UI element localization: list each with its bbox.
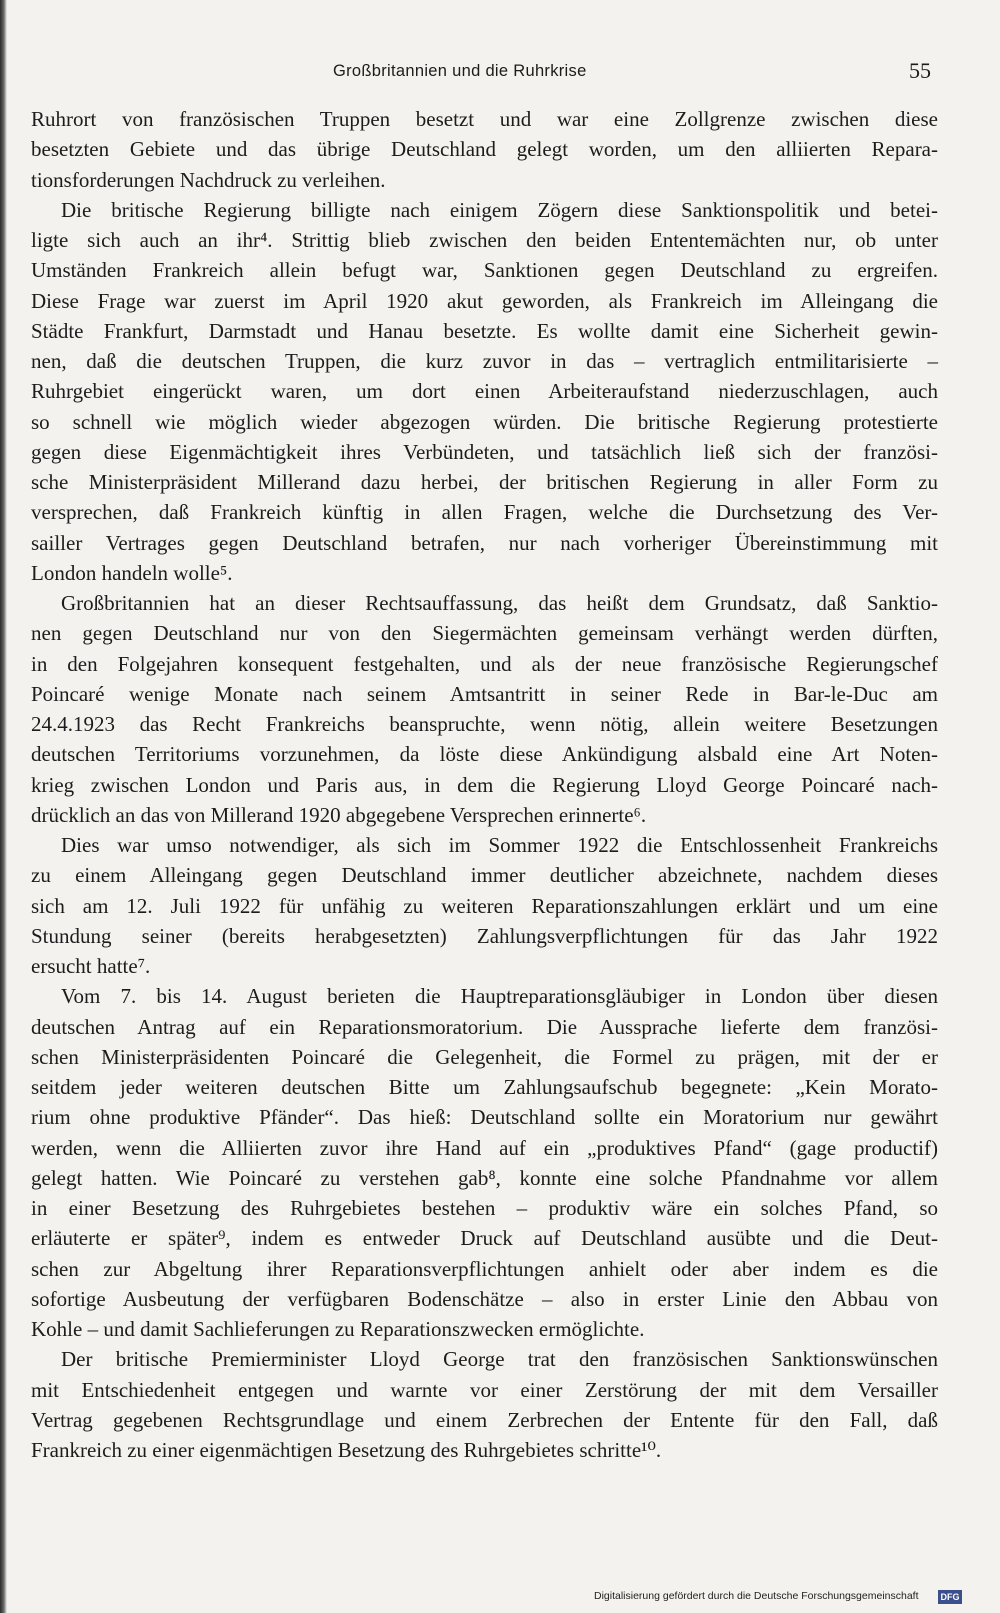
text-line: Kohle – und damit Sachlieferungen zu Reparationszwecken ermöglichte. <box>31 1317 645 1341</box>
text-line: Poincaré wenige Monate nach seinem Amtsantritt in seiner Rede in Bar-le-Duc am <box>31 681 938 706</box>
text-line: nen gegen Deutschland nur von den Siegermächten gemeinsam verhängt werden dürften, <box>31 621 938 646</box>
text-line: Der britische Premierminister Lloyd George trat den französischen Sanktionswünschen <box>61 1347 938 1372</box>
text-line: deutschen Territoriums vorzunehmen, da löste diese Ankündigung alsbald eine Art Noten- <box>31 742 938 767</box>
body-text <box>31 104 938 1465</box>
text-line: Frankreich zu einer eigenmächtigen Besetzung des Ruhrgebietes schritte¹⁰. <box>31 1438 662 1462</box>
text-line: Städte Frankfurt, Darmstadt und Hanau besetzte. Es wollte damit eine Sicherheit gewin- <box>31 318 938 343</box>
text-line: versprechen, daß Frankreich künftig in allen Fragen, welche die Durchsetzung des Ver- <box>31 500 938 525</box>
dfg-logo: DFG <box>938 1590 962 1604</box>
text-line: London handeln wolle⁵. <box>31 560 233 585</box>
text-line: tionsforderungen Nachdruck zu verleihen. <box>31 167 386 192</box>
text-line: Diese Frage war zuerst im April 1920 akut geworden, als Frankreich im Alleingang die <box>31 288 938 313</box>
text-line: sche Ministerpräsident Millerand dazu herbei, der britischen Regierung in aller Form zu <box>31 470 938 494</box>
page-number: 55 <box>909 58 931 83</box>
text-line: werden, wenn die Alliierten zuvor ihre Hand auf ein „produktives Pfand“ (gage productif) <box>31 1135 938 1160</box>
digitization-note: Digitalisierung gefördert durch die Deutsche Forschungsgemeinschaft <box>594 1590 919 1602</box>
running-head <box>0 58 1000 88</box>
text-line: sailler Vertrages gegen Deutschland betrafen, nur nach vorheriger Übereinstimmung mit <box>31 530 938 555</box>
text-line: Vom 7. bis 14. August berieten die Hauptreparationsgläubiger in London über diesen <box>61 984 938 1009</box>
text-line: Umständen Frankreich allein befugt war, Sanktionen gegen Deutschland zu ergreifen. <box>31 258 938 283</box>
text-line: ligte sich auch an ihr⁴. Strittig blieb zwischen den beiden Ententemächten nur, ob unter <box>31 228 938 252</box>
text-line: Stundung seiner (bereits herabgesetzten) Zahlungsverpflichtungen für das Jahr 1922 <box>31 923 938 948</box>
text-line: schen zur Abgeltung ihrer Reparationsverpflichtungen anhielt oder aber indem es die <box>31 1256 938 1281</box>
text-line: ersucht hatte⁷. <box>31 954 151 978</box>
text-line: schen Ministerpräsidenten Poincaré die Gelegenheit, die Formel zu prägen, mit der er <box>31 1044 938 1069</box>
text-line: in einer Besetzung des Ruhrgebietes bestehen – produktiv wäre ein solches Pfand, so <box>31 1196 938 1220</box>
text-line: Großbritannien hat an dieser Rechtsauffassung, das heißt dem Grundsatz, daß Sanktio- <box>61 591 938 615</box>
text-line: Die britische Regierung billigte nach einigem Zögern diese Sanktionspolitik und betei- <box>61 197 938 222</box>
text-line: in den Folgejahren konsequent festgehalten, und als der neue französische Regierungschef <box>31 651 938 676</box>
text-line: deutschen Antrag auf ein Reparationsmoratorium. Die Aussprache lieferte dem französi- <box>31 1014 938 1039</box>
text-line: mit Entschiedenheit entgegen und warnte vor einer Zerstörung der mit dem Versailler <box>31 1377 938 1402</box>
text-line: zu einem Alleingang gegen Deutschland immer deutlicher abzeichnete, nachdem dieses <box>31 863 938 888</box>
text-line: seitdem jeder weiteren deutschen Bitte um Zahlungsaufschub begegnete: „Kein Morato- <box>31 1075 938 1099</box>
running-title: Großbritannien und die Ruhrkrise <box>333 62 587 80</box>
text-line: 24.4.1923 das Recht Frankreichs beanspruchte, wenn nötig, allein weitere Besetzungen <box>31 712 938 736</box>
text-line: sofortige Ausbeutung der verfügbaren Bodenschätze – also in erster Linie den Abbau von <box>31 1286 938 1311</box>
text-line: nen, daß die deutschen Truppen, die kurz zuvor in das – vertraglich entmilitarisierte – <box>31 349 938 373</box>
text-line: besetzten Gebiete und das übrige Deutschland gelegt worden, um den alliierten Repara- <box>31 137 938 162</box>
text-line: so schnell wie möglich wieder abgezogen würden. Die britische Regierung protestierte <box>31 409 938 434</box>
text-line: krieg zwischen London und Paris aus, in dem die Regierung Lloyd George Poincaré nach- <box>31 772 938 797</box>
text-line: gelegt hatten. Wie Poincaré zu verstehen gab⁸, konnte eine solche Pfandnahme vor allem <box>31 1165 938 1190</box>
scan-edge-shadow <box>0 0 7 1613</box>
text-line: erläuterte er später⁹, indem es entweder Druck auf Deutschland ausübte und die Deut- <box>31 1226 938 1251</box>
text-line: sich am 12. Juli 1922 für unfähig zu weiteren Reparationszahlungen erklärt und um eine <box>31 893 938 918</box>
text-line: gegen diese Eigenmächtigkeit ihres Verbündeten, und tatsächlich ließ sich der französi- <box>31 439 938 464</box>
text-line: Ruhrort von französischen Truppen besetzt und war eine Zollgrenze zwischen diese <box>31 107 938 131</box>
text-line: Ruhrgebiet eingerückt waren, um dort einen Arbeiteraufstand niederzuschlagen, auch <box>31 379 938 404</box>
text-line: Dies war umso notwendiger, als sich im Sommer 1922 die Entschlossenheit Frankreichs <box>61 833 938 857</box>
text-line: rium ohne produktive Pfänder“. Das hieß: Deutschland sollte ein Moratorium nur gewährt <box>31 1105 938 1130</box>
text-line: Vertrag gegebenen Rechtsgrundlage und einem Zerbrechen der Entente für den Fall, daß <box>31 1407 938 1432</box>
text-line: drücklich an das von Millerand 1920 abgegebene Versprechen erinnerte⁶. <box>31 802 647 827</box>
